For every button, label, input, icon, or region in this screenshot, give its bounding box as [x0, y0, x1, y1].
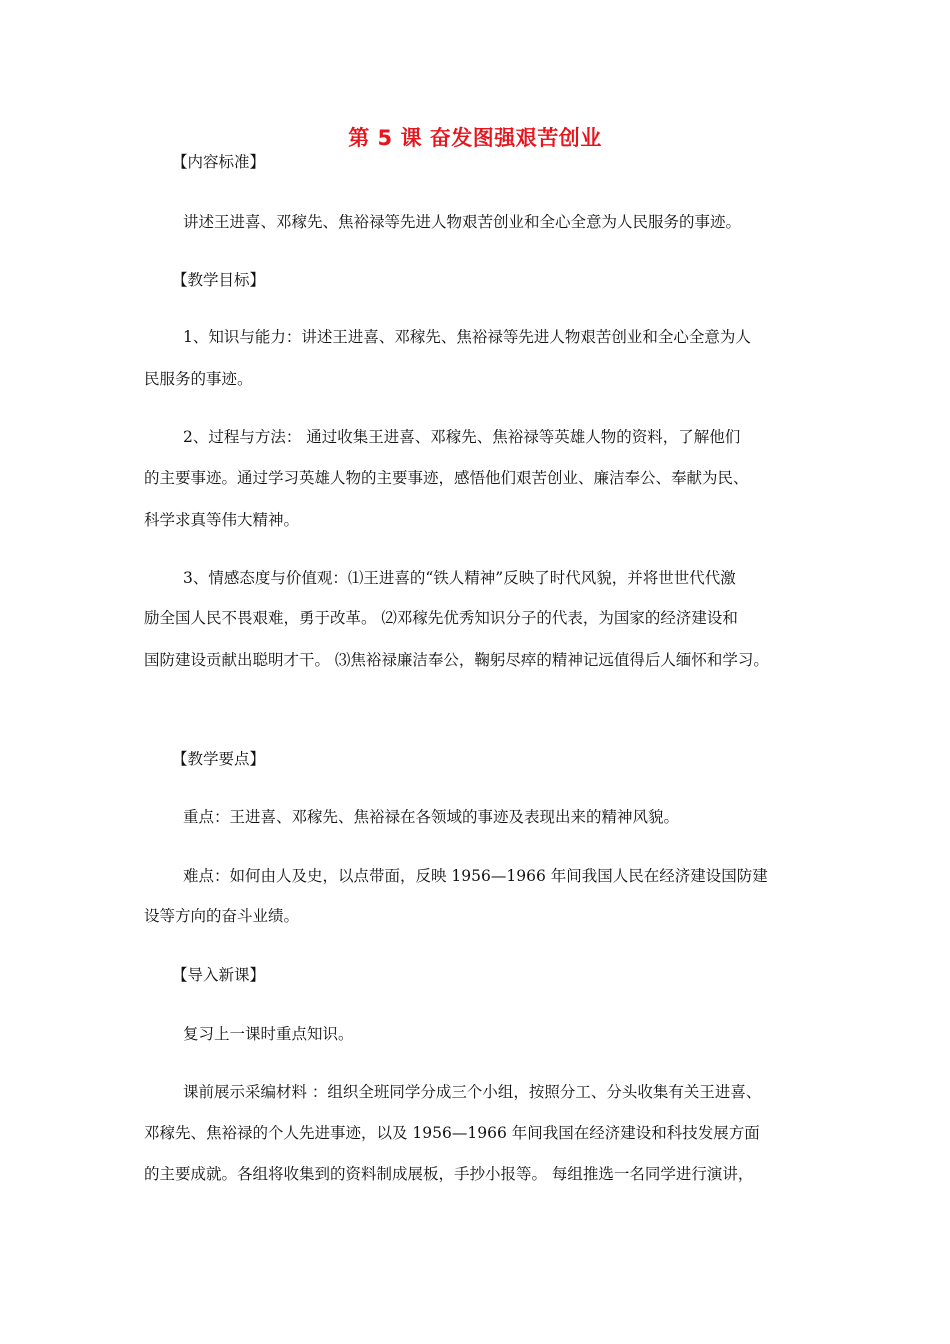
goal-1-line-2: 民服务的事迹。: [144, 370, 253, 388]
goal-3-line-2: 励全国人民不畏艰难，勇于改革。 ⑵邓稼先优秀知识分子的代表，为国家的经济建设和: [144, 609, 738, 627]
goal-2-line-1: 2、过程与方法： 通过收集王进喜、邓稼先、焦裕禄等英雄人物的资料，了解他们: [183, 428, 741, 446]
content-standard-heading: 【内容标准】: [172, 153, 266, 171]
goal-2-line-2: 的主要事迹。通过学习英雄人物的主要事迹，感悟他们艰苦创业、廉洁奉公、奉献为民、: [144, 469, 749, 487]
goal-2-line-3: 科学求真等伟大精神。: [144, 511, 300, 529]
intro-review: 复习上一课时重点知识。: [183, 1025, 354, 1043]
goal-3-line-3: 国防建设贡献出聪明才干。 ⑶焦裕禄廉洁奉公，鞠躬尽瘁的精神记远值得后人缅怀和学习。: [144, 651, 769, 669]
intro-materials-line-2: 邓稼先、焦裕禄的个人先进事迹，以及 1956—1966 年间我国在经济建设和科技发展方面: [144, 1124, 760, 1142]
key-points-difficulty-line-1: 难点：如何由人及史，以点带面，反映 1956—1966 年间我国人民在经济建设国防建: [183, 867, 768, 885]
intro-heading: 【导入新课】: [172, 966, 266, 984]
goal-1-line-1: 1、知识与能力：讲述王进喜、邓稼先、焦裕禄等先进人物艰苦创业和全心全意为人: [183, 328, 751, 346]
intro-materials-line-1: 课前展示采编材料 ：组织全班同学分成三个小组，按照分工、分头收集有关王进喜、: [183, 1083, 762, 1101]
key-points-focus: 重点：王进喜、邓稼先、焦裕禄在各领域的事迹及表现出来的精神风貌。: [183, 808, 680, 826]
goal-3-line-1: 3、情感态度与价值观：⑴王进喜的“铁人精神”反映了时代风貌，并将世世代代激: [183, 569, 736, 587]
content-standard-text: 讲述王进喜、邓稼先、焦裕禄等先进人物艰苦创业和全心全意为人民服务的事迹。: [183, 213, 742, 231]
key-points-heading: 【教学要点】: [172, 750, 266, 768]
intro-materials-line-3: 的主要成就。各组将收集到的资料制成展板，手抄小报等。 每组推选一名同学进行演讲，: [144, 1165, 754, 1183]
page-title: 第 5 课 奋发图强艰苦创业: [348, 126, 602, 150]
key-points-difficulty-line-2: 设等方向的奋斗业绩。: [144, 907, 300, 925]
teaching-goals-heading: 【教学目标】: [172, 271, 266, 289]
